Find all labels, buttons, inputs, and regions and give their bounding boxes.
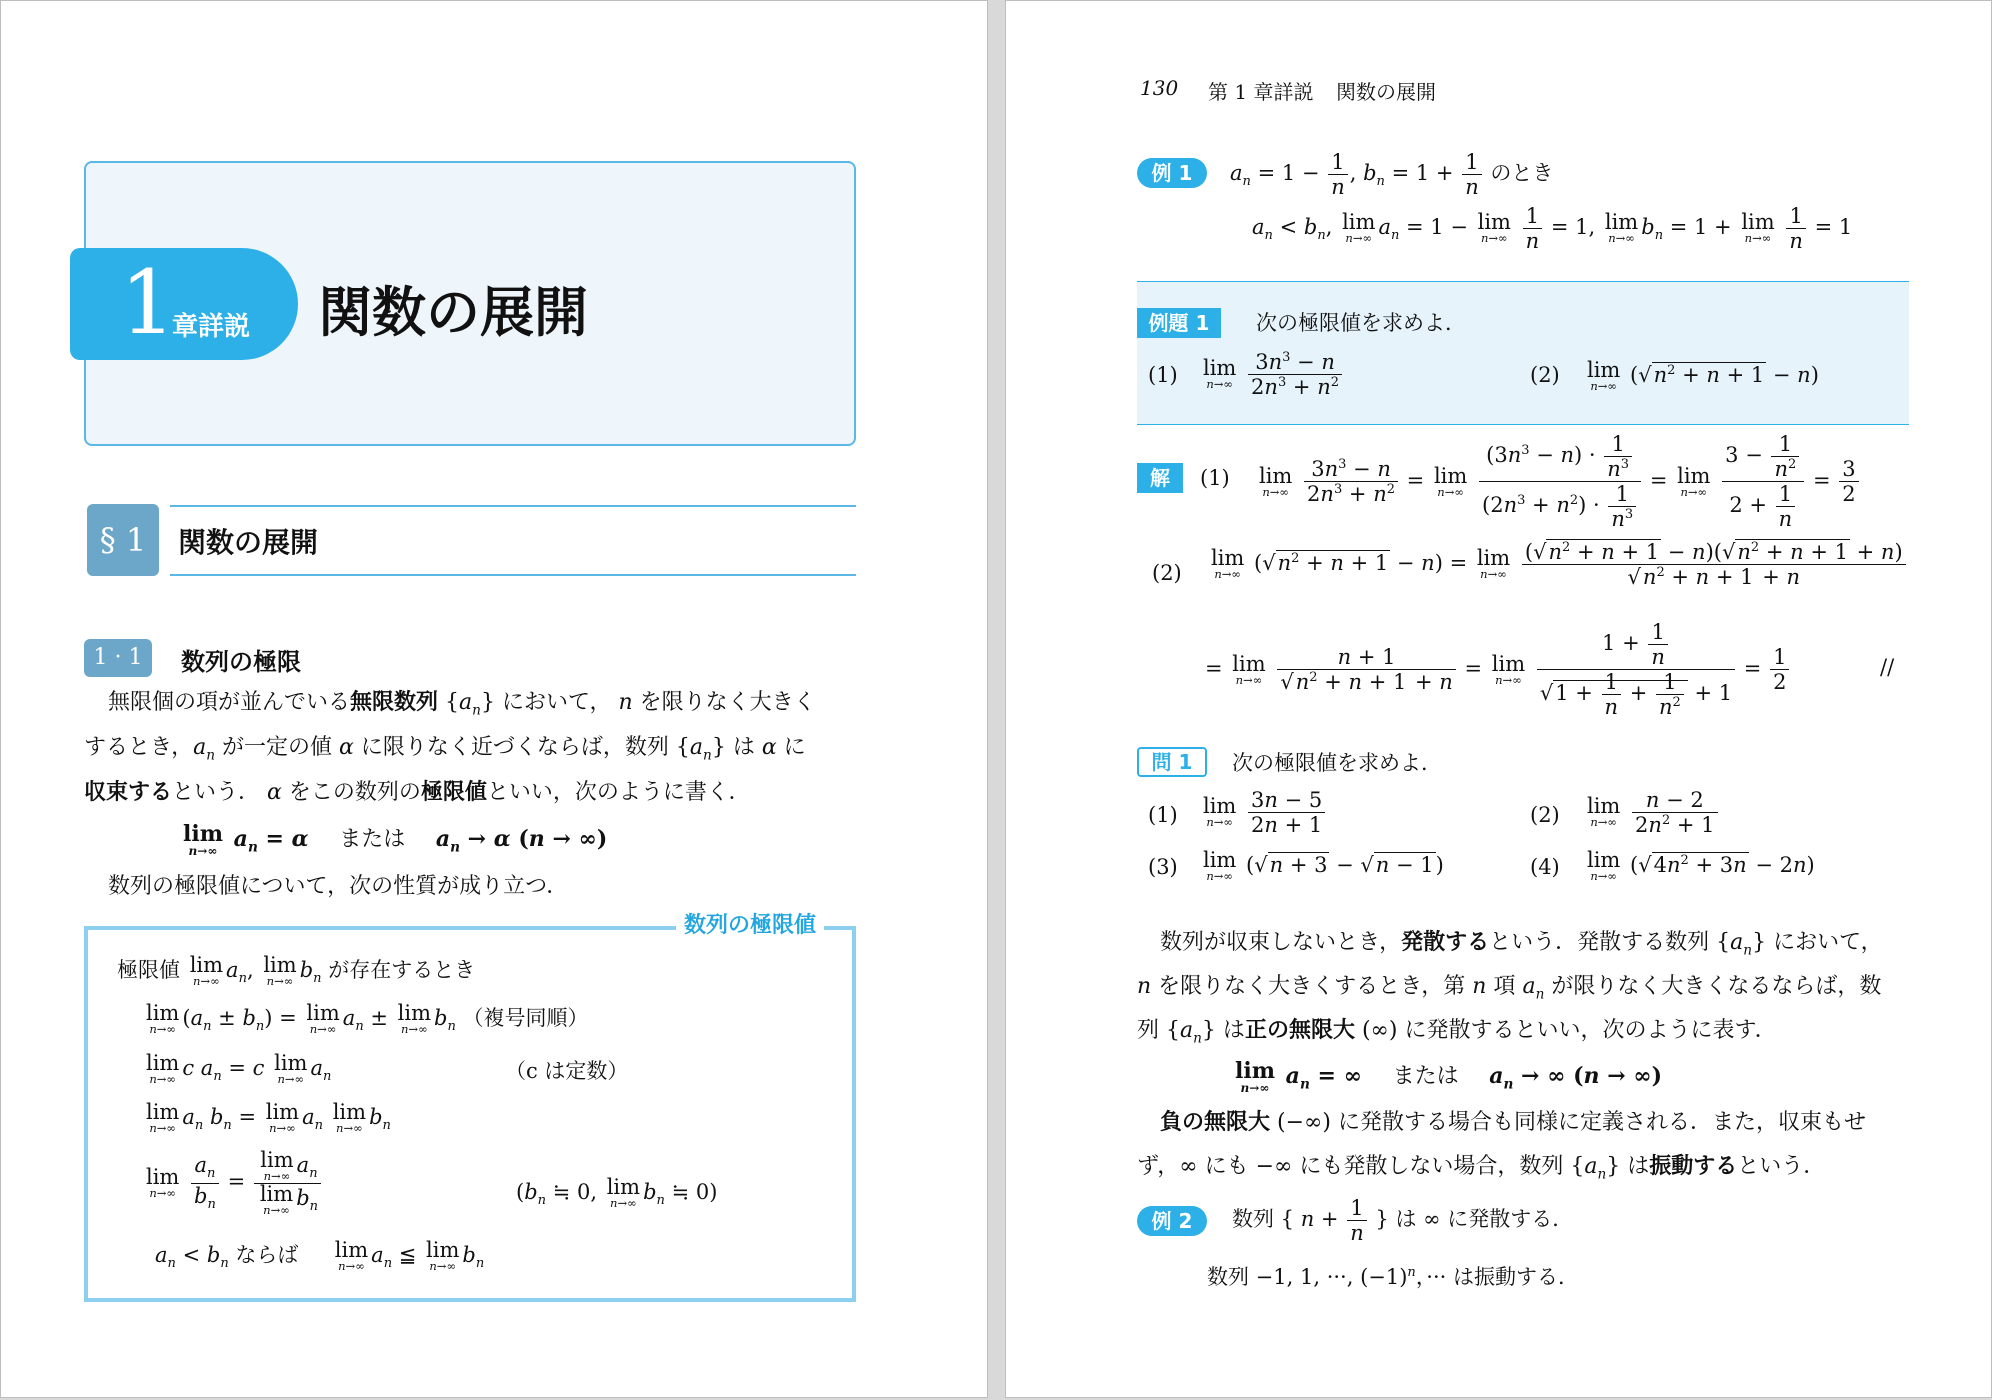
page-number: 130 [1140, 76, 1179, 100]
solution-end-mark: // [1880, 655, 1895, 679]
example-problem-part-2: lim n→∞ $(√n^2 + n + 1 - n)$ [1587, 358, 1819, 393]
chapter-title: 関数の展開 [318, 281, 588, 344]
example-problem-label: 例題 1 [1137, 308, 1221, 338]
solution-part-2-line-2: = lim n→∞ $\frac{n + 1}{√n^2 + n + 1 + n}$ = lim n→∞ 1 + $\frac{1}{n}$ √1 + $\frac{1}{n}$ + $\frac{1}{n^2}$ + 1 = $\frac{1}{2}$ [1205, 620, 1791, 720]
example-1-line-2: $a_n < b_n$, lim n→∞ $a_n = 1$ − lim n→∞ $\frac{1}{n}$ = 1, lim n→∞ $b_n = 1$ + lim n→∞ $\frac{1}{n}$ = 1 [1252, 204, 1853, 254]
paragraph-line: するとき，$a_n$ が一定の値 α に限りなく近づくならば，数列 $\{a_n\}$ は α に [84, 735, 806, 764]
example-problem-part-2-label: (2) [1530, 363, 1560, 387]
example-2-line-1: 数列 { n + $\frac{1}{n}$ } は ∞ に発散する． [1232, 1196, 1574, 1246]
property-quotient-condition: ($b_n$ ≒ 0, lim n→∞ $b_n$ ≒ 0) [516, 1175, 718, 1211]
question-1-text: 次の極限値を求めよ． [1232, 751, 1442, 775]
section-rule-top [170, 505, 856, 507]
property-box-title: 数列の極限値 [676, 908, 824, 939]
question-part-4-label: (4) [1530, 855, 1560, 879]
paragraph-line: 負の無限大 (−∞) に発散する場合も同様に定義される．また，収束もせ [1160, 1110, 1866, 1135]
property-quotient: lim n→∞ $\frac{a_n}{b_n}$ = lim n→∞ $a_n$ lim n→∞ $b_n$ [143, 1150, 323, 1216]
question-1-label: 問 1 [1137, 747, 1207, 777]
subsection-badge: 1 · 1 [84, 639, 152, 677]
question-part-4: lim n→∞ $(√4n^2 + 3n - 2n)$ [1587, 848, 1815, 883]
question-part-1-label: (1) [1148, 803, 1178, 827]
property-sum: lim n→∞ $(a_n \pm b_n)$ = lim n→∞ $a_n$ ± lim n→∞ $b_n$ （複号同順） [146, 1001, 589, 1037]
question-part-3: lim n→∞ (√n + 3 − √n − 1) [1203, 848, 1444, 883]
paragraph-line: 数列の極限値について，次の性質が成り立つ． [108, 874, 569, 899]
property-intro: 極限値 lim n→∞ $a_n$, lim n→∞ $b_n$ が存在するとき [117, 953, 476, 989]
example-2-line-2: 数列 −1, 1, ···, $(-1)^n$，··· は振動する． [1207, 1265, 1580, 1289]
running-chapter: 第 1 章詳説 [1208, 80, 1314, 104]
property-inequality: $a_n < b_n$ ならば lim n→∞ $a_n$ ≦ lim n→∞ $b_n$ [155, 1238, 485, 1274]
solution-part-2-line-1: lim n→∞ $(√n^2 + n + 1 - n)$ = lim n→∞ $\frac{(√n^2 + n + 1 - n)(√n^2 + n + 1 + n)}{√n^2 + n + 1 + n}$ [1208, 540, 1908, 589]
property-product: lim n→∞ $a_n$ $b_n$ = lim n→∞ $a_n$ lim n→∞ $b_n$ [146, 1100, 391, 1136]
divergence-definition: lim n→∞ $a_n$ = ∞ または $a_n$ → ∞ (n → ∞) [1235, 1058, 1663, 1095]
solution-part-1: lim n→∞ $\frac{3n^3 - n}{2n^3 + n^2}$ = lim n→∞ $(3n^3 - n)$ · $\frac{1}{n^3}$ $(2n^3 + n^2)$ · $\frac{1}{n^3}$ = lim n→∞ 3 − $\frac{1}{n^2}$ 2 + $\frac{1}{n}$ = $\frac{3}{2}$ [1256, 432, 1861, 532]
example-1-label: 例 1 [1137, 158, 1207, 188]
chapter-word: 章詳説 [172, 312, 251, 342]
question-part-2: lim n→∞ $\frac{n - 2}{2n^2 + 1}$ [1584, 788, 1720, 837]
solution-label: 解 [1137, 463, 1183, 493]
property-scalar: lim n→∞ c $a_n = c$ lim n→∞ $a_n$ [146, 1051, 332, 1087]
example-problem-part-1-label: (1) [1148, 363, 1178, 387]
solution-part-1-label: (1) [1200, 466, 1230, 490]
running-title: 関数の展開 [1336, 80, 1436, 104]
example-2-label: 例 2 [1137, 1206, 1207, 1236]
paragraph-line: ず，∞ にも −∞ にも発散しない場合，数列 $\{a_n\}$ は振動するという． [1137, 1154, 1826, 1183]
chapter-number: 1 [120, 251, 176, 354]
paragraph-line: 列 $\{a_n\}$ は正の無限大 (∞) に発散するといい，次のように表す． [1137, 1018, 1777, 1047]
example-1-line-1: $a_n = 1$ − $\frac{1}{n}$ , $b_n = 1$ + $\frac{1}{n}$ のとき [1230, 150, 1554, 200]
question-part-2-label: (2) [1530, 803, 1560, 827]
paragraph-line: 収束するという． α をこの数列の極限値といい，次のように書く． [84, 780, 751, 805]
section-rule-bottom [170, 574, 856, 576]
question-part-1: lim n→∞ $\frac{3n - 5}{2n + 1}$ [1200, 788, 1327, 837]
paragraph-line: n を限りなく大きくするとき，第 n 項 $a_n$ が限りなく大きくなるならば，数 [1137, 974, 1882, 1003]
section-badge: § 1 [87, 504, 159, 576]
paragraph-line: 無限個の項が並んでいる無限数列 $\{a_n\}$ において， n を限りなく大きく [108, 690, 816, 719]
subsection-title: 数列の極限 [181, 648, 301, 676]
example-problem-text: 次の極限値を求めよ． [1256, 311, 1466, 335]
question-part-3-label: (3) [1148, 855, 1178, 879]
section-title: 関数の展開 [178, 526, 319, 559]
paragraph-line: 数列が収束しないとき，発散するという．発散する数列 $\{a_n\}$ において， [1160, 930, 1883, 959]
chapter-tab [70, 248, 298, 360]
limit-definition: lim n→∞ $a_n = \alpha$ または $a_n \to \alpha$ (n → ∞) [183, 821, 608, 858]
example-problem-part-1: lim n→∞ $\frac{3n^3 - n}{2n^3 + n^2}$ [1200, 350, 1344, 399]
property-note-constant: （c は定数） [505, 1059, 629, 1083]
solution-part-2-label: (2) [1152, 561, 1182, 585]
